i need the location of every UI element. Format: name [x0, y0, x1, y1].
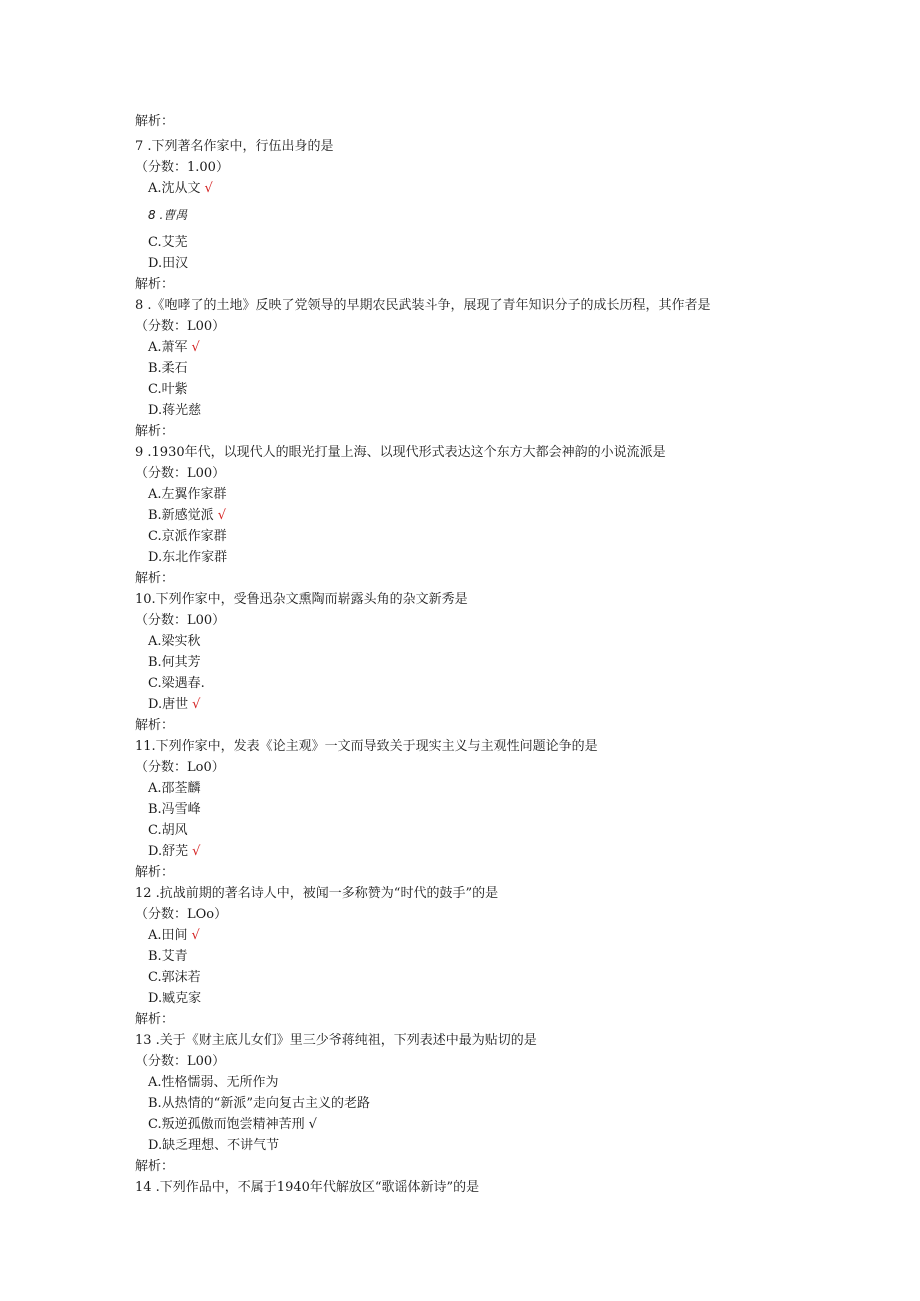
answer-option-text: 8 .曹禺: [148, 208, 188, 222]
answer-option-text: C.胡风: [148, 823, 188, 838]
question-prompt: [135, 445, 666, 461]
answer-option: [148, 802, 201, 818]
answer-option: [148, 1096, 370, 1112]
question-prompt-text: 11.下列作家中，发表《论主观》一文而导致关于现实主义与主观性问题论争的是: [135, 739, 598, 754]
answer-option-text: A.沈从文: [148, 181, 201, 196]
answer-option: [148, 508, 226, 524]
answer-option: [148, 823, 188, 839]
check-mark-icon: √: [308, 1117, 317, 1132]
analysis-label-text: 解析：: [135, 571, 175, 586]
check-mark-icon: √: [204, 181, 213, 196]
question-prompt: [135, 592, 468, 608]
question-prompt: [135, 886, 498, 902]
answer-option-text: C.郭沫若: [148, 970, 201, 985]
answer-option: [148, 487, 227, 503]
question-prompt-text: 8 .《咆哮了的土地》反映了党领导的早期农民武装斗争，展现了青年知识分子的成长历程，其作者是: [135, 298, 711, 313]
answer-option-text: B.艾青: [148, 949, 188, 964]
analysis-label: [135, 571, 174, 587]
answer-option-text: B.从热情的“新派”走向复古主义的老路: [148, 1096, 370, 1111]
question-prompt: [135, 298, 711, 314]
question-score-text: （分数：Lo0）: [135, 760, 225, 775]
analysis-label-text: 解析：: [135, 277, 175, 292]
answer-option-text: B.新感觉派: [148, 508, 214, 523]
question-score: [135, 466, 225, 482]
answer-option-text: C.京派作家群: [148, 529, 227, 544]
question-score-text: （分数：L00）: [135, 466, 226, 481]
answer-option-text: C.叛逆孤傲而饱尝精神苦刑: [148, 1117, 305, 1132]
answer-option-text: D.田汉: [148, 256, 189, 271]
question-prompt-text: 9 .1930年代，以现代人的眼光打量上海、以现代形式表达这个东方大都会神韵的小说流派是: [135, 445, 666, 460]
answer-option-text: A.萧军: [148, 340, 188, 355]
answer-option-text: C.艾芜: [148, 235, 188, 250]
answer-option-text: A.梁实秋: [148, 634, 201, 649]
answer-option-text: C.叶紫: [148, 382, 188, 397]
question-score-text: （分数：L00）: [135, 319, 226, 334]
analysis-label-text: 解析：: [135, 424, 175, 439]
answer-option: [148, 340, 200, 356]
answer-option: [148, 403, 201, 419]
answer-option: [148, 235, 188, 251]
answer-option-text: D.缺乏理想、不讲气节: [148, 1138, 280, 1153]
answer-option: [148, 991, 201, 1007]
answer-option-text: D.东北作家群: [148, 550, 228, 565]
question-score: [135, 1054, 225, 1070]
answer-option-text: D.蒋光慈: [148, 403, 202, 418]
answer-option-text: D.臧克家: [148, 991, 202, 1006]
analysis-label-text: 解析：: [135, 865, 175, 880]
question-prompt: [135, 1033, 537, 1049]
analysis-label-text: 解析：: [135, 1159, 175, 1174]
check-mark-icon: √: [217, 508, 226, 523]
analysis-label: [135, 718, 174, 734]
question-prompt: [135, 1180, 479, 1196]
analysis-label-text: 解析：: [135, 718, 175, 733]
answer-option: [148, 361, 188, 377]
analysis-label-text: 解析：: [135, 1012, 175, 1027]
question-score-text: （分数：1.00）: [135, 160, 229, 175]
answer-option-text: D.唐世: [148, 697, 189, 712]
answer-option: [148, 1138, 279, 1154]
answer-option-text: C.梁遇春.: [148, 676, 205, 691]
question-prompt-text: 13 .关于《财主底儿女们》里三少爷蒋纯祖，下列表述中最为贴切的是: [135, 1033, 537, 1048]
answer-option: [148, 676, 205, 692]
answer-option-text: A.左翼作家群: [148, 487, 227, 502]
analysis-label-text: 解析：: [135, 114, 175, 129]
analysis-label: [135, 1012, 174, 1028]
answer-option: [148, 256, 188, 272]
answer-option: [148, 550, 227, 566]
answer-option: [148, 655, 201, 671]
answer-option-text: B.柔石: [148, 361, 188, 376]
answer-option: [148, 382, 188, 398]
question-prompt-text: 10.下列作家中，受鲁迅杂文熏陶而崭露头角的杂文新秀是: [135, 592, 468, 607]
analysis-label: [135, 865, 174, 881]
analysis-label: [135, 114, 174, 130]
question-score: [135, 613, 225, 629]
answer-option: [148, 529, 227, 545]
answer-option-text: B.何其芳: [148, 655, 201, 670]
answer-option-text: A.性格懦弱、无所作为: [148, 1075, 279, 1090]
answer-option: [148, 634, 201, 650]
question-score: [135, 907, 227, 923]
answer-option-text: B.冯雪峰: [148, 802, 201, 817]
analysis-label: [135, 277, 174, 293]
answer-option: [148, 970, 201, 986]
question-score-text: （分数：LOo）: [135, 907, 228, 922]
answer-option: [148, 697, 200, 713]
answer-option: [148, 781, 201, 797]
answer-option-text: A.田间: [148, 928, 188, 943]
answer-option-text: A.邵荃麟: [148, 781, 201, 796]
answer-option: [148, 181, 213, 197]
analysis-label: [135, 1159, 174, 1175]
question-prompt-text: 7 .下列著名作家中，行伍出身的是: [135, 139, 334, 154]
check-mark-icon: √: [191, 928, 200, 943]
answer-option: [148, 207, 187, 223]
question-prompt: [135, 739, 598, 755]
question-prompt: [135, 139, 334, 155]
check-mark-icon: √: [191, 340, 200, 355]
answer-option: [148, 844, 200, 860]
answer-option-text: D.舒芜: [148, 844, 189, 859]
check-mark-icon: √: [192, 844, 201, 859]
answer-option: [148, 928, 200, 944]
analysis-label: [135, 424, 174, 440]
answer-option: [148, 1117, 317, 1133]
question-score-text: （分数：L00）: [135, 1054, 226, 1069]
question-score-text: （分数：L00）: [135, 613, 226, 628]
question-score: [135, 760, 225, 776]
answer-option: [148, 949, 188, 965]
question-score: [135, 160, 229, 176]
question-prompt-text: 14 .下列作品中，不属于1940年代解放区“歌谣体新诗”的是: [135, 1180, 480, 1195]
question-prompt-text: 12 .抗战前期的著名诗人中，被闻一多称赞为“时代的鼓手”的是: [135, 886, 499, 901]
check-mark-icon: √: [192, 697, 201, 712]
answer-option: [148, 1075, 279, 1091]
question-score: [135, 319, 225, 335]
